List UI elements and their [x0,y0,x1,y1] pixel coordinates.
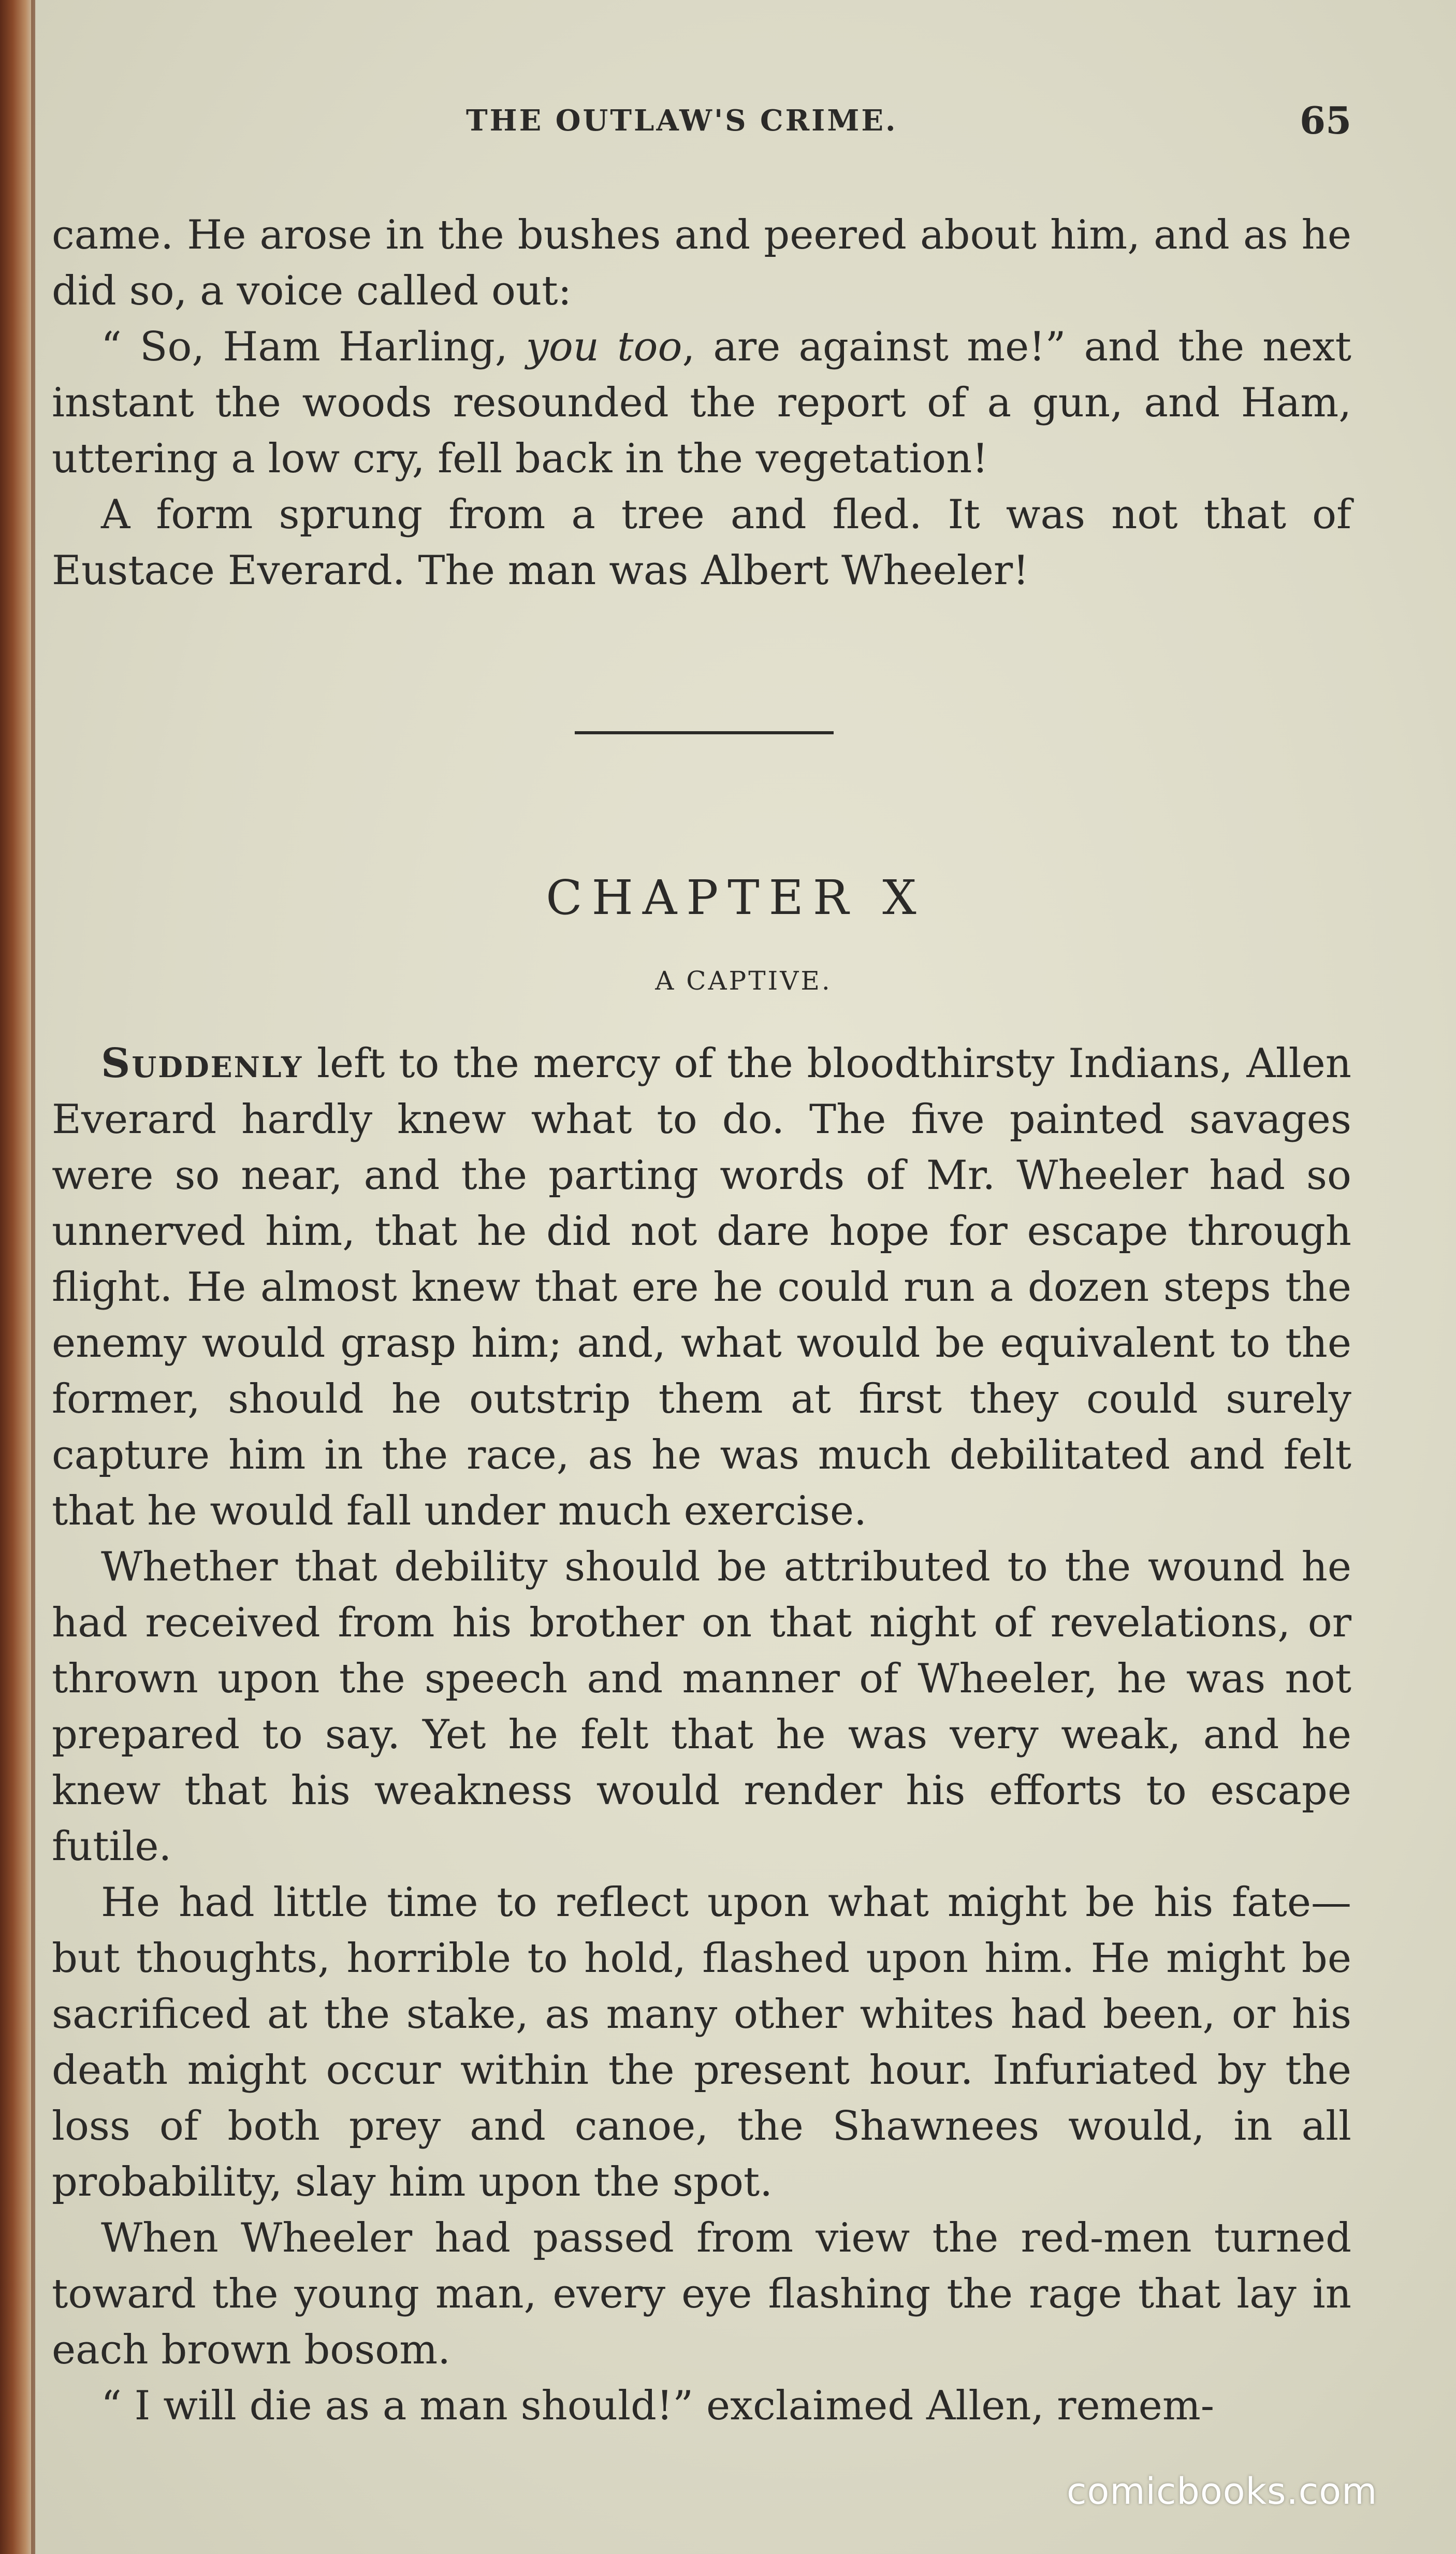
dialogue-text: “ So, Ham Harling, [101,324,526,370]
binding-edge [31,0,35,2554]
paragraph-suddenly-text: left to the mercy of the bloodthirsty Indians, Allen Everard hardly knew what to do. The five painted savages were so near, and the parting words of Mr. Wheeler had so unnerved him, that he did not dare hope for escape through flight. He almost knew that ere he could run a dozen steps the enemy would grasp him; and, what would be equivalent to the former, should he outstrip them at first they could surely capture him in the race, as he was much debilitated and felt that he would fall under much exercise. [52,1040,1351,1534]
paragraph-whether: Whether that debility should be attributed to the wound he had received from his brother on that night of revelations, or thrown upon the speech and manner of Wheeler, he was not prepared to say. Yet he felt that he was very weak, and he knew that his weakness would render his efforts to escape futile. [52,1544,1351,1870]
chapter-subtitle: A CAPTIVE. [655,966,832,996]
running-title: THE OUTLAW'S CRIME. [466,104,898,138]
paragraph-little-time: He had little time to reflect upon what might be his fate—but thoughts, horrible to hold, flashed upon him. He might be sacrificed at the stake, as many other whites had been, or his death might occur within the present hour. Infuriated by the loss of both prey and canoe, the Shawnees would, in all probability, slay him upon the spot. [52,1879,1351,2205]
paragraph-came: came. He arose in the bushes and peered about him, and as he did so, a voice called out: [52,212,1351,314]
page-number: 65 [1300,98,1352,142]
paragraph-die-as-man: “ I will die as a man should!” exclaimed Allen, remem- [101,2383,1215,2429]
chapter-body [52,1036,1351,2434]
chapter-title: CHAPTER X [546,870,926,925]
watermark-text: comicbooks.com [1067,2470,1378,2513]
section-divider-rule [575,731,834,734]
paragraph-suddenly [52,1036,1351,1539]
paragraph-form-sprung: A form sprung from a tree and fled. It was not that of Eustace Everard. The man was Albert Wheeler! [52,491,1351,594]
emphasis-text: you too [526,324,682,370]
chapter-opening-word: Suddenly [101,1040,303,1087]
paragraph-wheeler-passed: When Wheeler had passed from view the red-men turned toward the young man, every eye flashing the rage that lay in each brown bosom. [52,2215,1351,2373]
paragraph-ham-harling [52,319,1351,487]
dialogue-continuation: , are against me!” and the next instant the woods resounded the report of a gun, and Ham, uttering a low cry, fell back in the vegetation! [52,324,1352,482]
top-section [52,207,1351,599]
